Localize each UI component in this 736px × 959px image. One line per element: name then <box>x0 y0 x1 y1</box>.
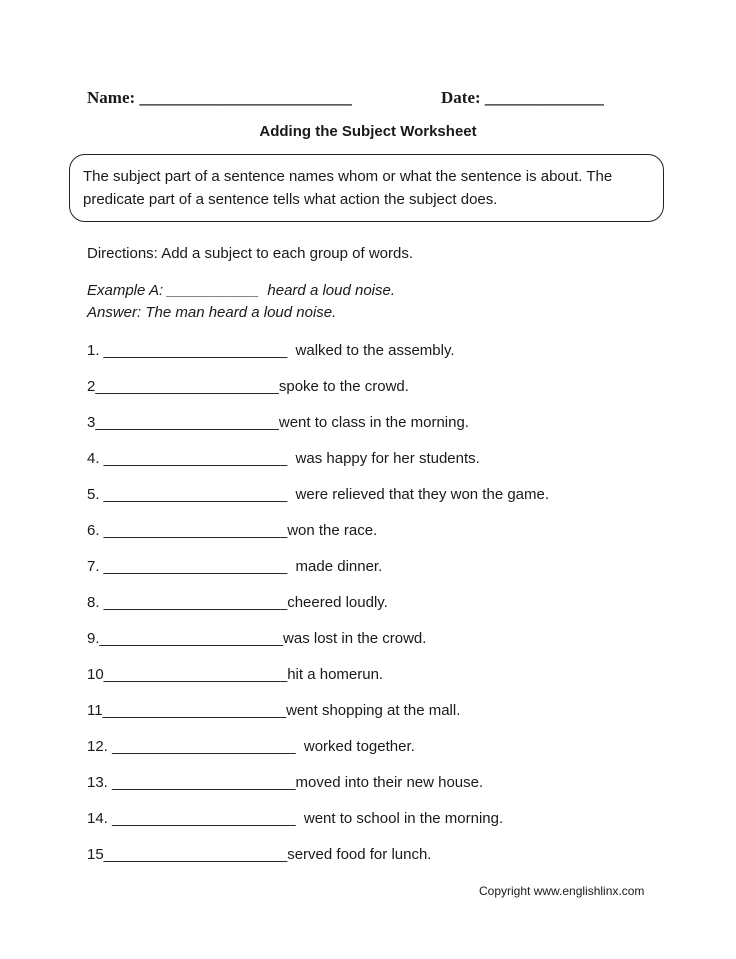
exercise-item-14: 14. ______________________ went to school in the morning. <box>87 810 504 827</box>
exercise-item-12: 12. ______________________ worked together. <box>87 738 415 755</box>
exercise-item-3: 3______________________went to class in the morning. <box>87 414 469 431</box>
exercise-item-5: 5. ______________________ were relieved that they won the game. <box>87 486 550 503</box>
exercise-item-9: 9.______________________was lost in the crowd. <box>87 630 427 647</box>
exercise-item-15: 15______________________served food for lunch. <box>87 846 432 863</box>
exercise-item-6: 6. ______________________won the race. <box>87 522 378 539</box>
exercise-item-10: 10______________________hit a homerun. <box>87 666 384 683</box>
copyright-notice: Copyright www.englishlinx.com <box>479 884 645 898</box>
exercise-item-1: 1. ______________________ walked to the assembly. <box>87 342 455 359</box>
definition-line-2: predicate part of a sentence tells what action the subject does. <box>83 191 498 208</box>
exercise-item-4: 4. ______________________ was happy for her students. <box>87 450 480 467</box>
exercise-item-7: 7. ______________________ made dinner. <box>87 558 383 575</box>
example-prompt: Example A: ___________ heard a loud noise. <box>87 282 396 299</box>
definition-line-1: The subject part of a sentence names whom or what the sentence is about. The <box>83 168 613 185</box>
exercise-item-8: 8. ______________________cheered loudly. <box>87 594 388 611</box>
date-field-line: Date: ______________ <box>441 88 604 107</box>
exercise-list <box>87 342 549 882</box>
directions-text: Directions: Add a subject to each group of words. <box>87 245 414 262</box>
exercise-item-11: 11______________________went shopping at the mall. <box>87 702 461 719</box>
exercise-item-2: 2______________________spoke to the crowd. <box>87 378 409 395</box>
worksheet-title: Adding the Subject Worksheet <box>259 123 477 140</box>
example-answer: Answer: The man heard a loud noise. <box>87 304 337 321</box>
definition-box <box>69 154 664 222</box>
name-field-line: Name: _________________________ <box>87 88 352 107</box>
exercise-item-13: 13. ______________________moved into their new house. <box>87 774 484 791</box>
